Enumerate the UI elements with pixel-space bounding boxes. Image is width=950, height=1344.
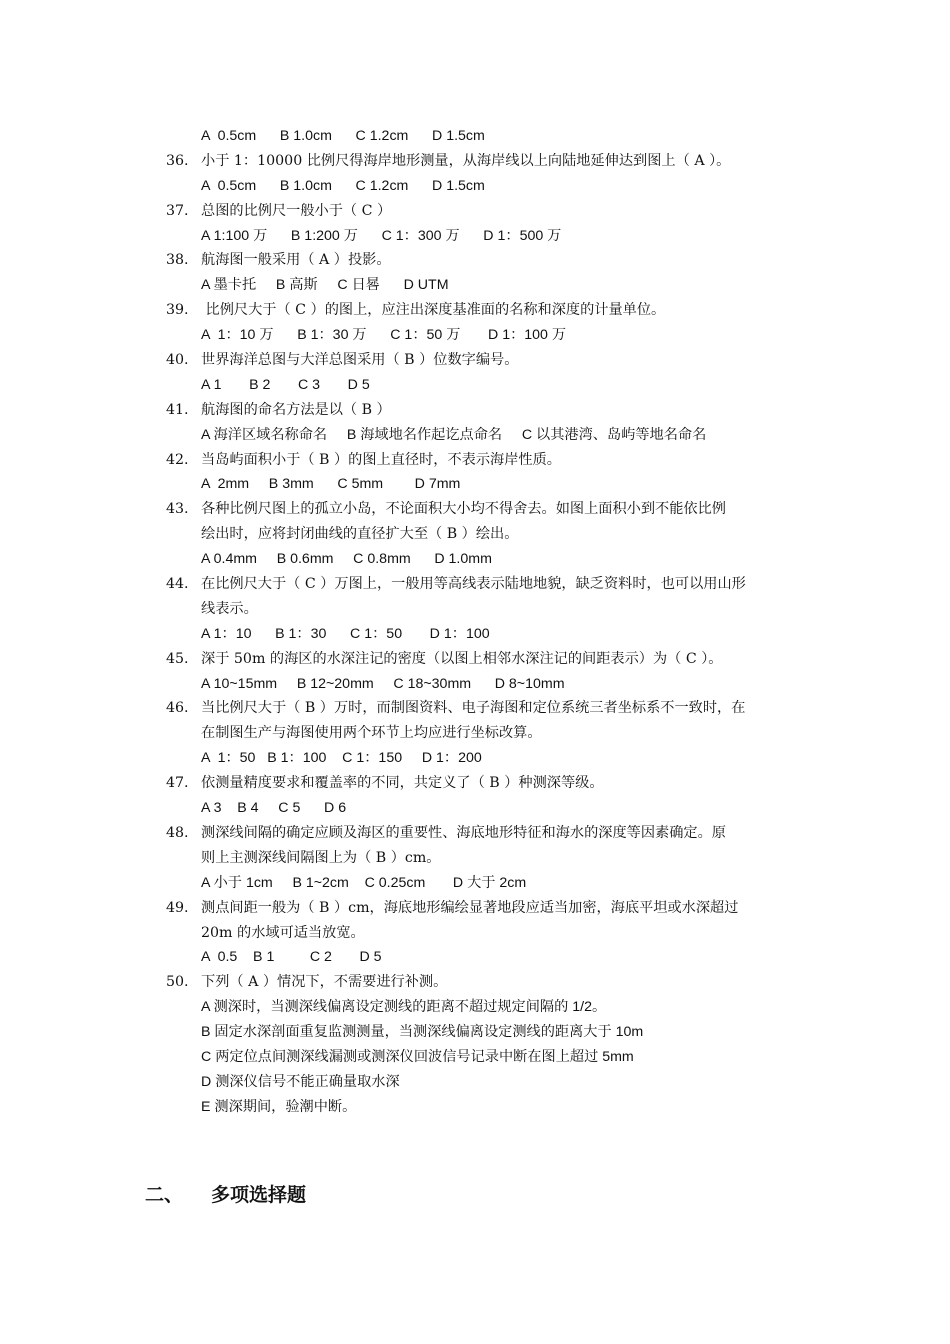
line-text: 总图的比例尺一般小于（ C ） [201, 202, 392, 219]
line-text: A 0.5cm B 1.0cm C 1.2cm D 1.5cm [201, 128, 485, 144]
line-text: 在制图生产与海图使用两个环节上均应进行坐标改算。 [201, 725, 542, 742]
continuation-line [0, 921, 950, 946]
continuation-line [0, 746, 950, 771]
line-text: 绘出时，应将封闭曲线的直径扩大至（ B ）绘出。 [201, 526, 519, 543]
continuation-line [0, 472, 950, 497]
question-line [0, 970, 950, 995]
question-number: 50. [166, 974, 189, 991]
question-number: 45. [166, 650, 189, 667]
line-text: A 3 B 4 C 5 D 6 [201, 800, 347, 817]
continuation-line [0, 672, 950, 697]
line-text: 小于 1：10000 比例尺得海岸地形测量，从海岸线以上向陆地延伸达到图上（ A ）。 [201, 152, 731, 169]
question-number: 49. [166, 899, 189, 916]
question-number: 40. [166, 352, 189, 369]
continuation-line [0, 423, 950, 448]
continuation-line [0, 1070, 950, 1095]
line-text: A 测深时，当测深线偏离设定测线的距离不超过规定间隔的 1/2。 [201, 999, 607, 1016]
line-text: A 1：50 B 1：100 C 1：150 D 1：200 [201, 750, 482, 767]
line-text: A 0.5cm B 1.0cm C 1.2cm D 1.5cm [201, 177, 485, 194]
question-line [0, 348, 950, 373]
line-text: 下列（ A ）情况下，不需要进行补测。 [201, 974, 448, 991]
continuation-line [0, 224, 950, 249]
section-number: 二、 [145, 1184, 184, 1206]
line-text: 当岛屿面积小于（ B ）的图上直径时，不表示海岸性质。 [201, 451, 561, 468]
line-text: A 1:100 万 B 1:200 万 C 1：300 万 D 1：500 万 [201, 227, 562, 244]
question-line [0, 199, 950, 224]
question-number: 41. [166, 401, 189, 418]
line-text: A 10~15mm B 12~20mm C 18~30mm D 8~10mm [201, 675, 565, 692]
question-line [0, 149, 950, 174]
question-number: 38. [166, 252, 189, 269]
line-text: 20m 的水域可适当放宽。 [201, 924, 365, 941]
section-heading [145, 1180, 306, 1207]
line-text: 当比例尺大于（ B ）万时，而制图资料、电子海图和定位系统三者坐标系不一致时，在 [201, 700, 746, 717]
continuation-line [0, 597, 950, 622]
continuation-line [0, 721, 950, 746]
question-number: 42. [166, 451, 189, 468]
line-text: 航海图一般采用（ A ）投影。 [201, 252, 391, 269]
line-text: 在比例尺大于（ C ）万图上，一般用等高线表示陆地地貌，缺乏资料时，也可以用山形 [201, 576, 746, 593]
line-text: 则上主测深线间隔图上为（ B ）cm。 [201, 849, 441, 866]
question-line [0, 896, 950, 921]
line-text: B 固定水深剖面重复监测测量，当测深线偏离设定测线的距离大于 10m [201, 1024, 644, 1041]
question-number: 37. [166, 202, 189, 219]
question-number: 48. [166, 824, 189, 841]
continuation-line [0, 871, 950, 896]
continuation-line [0, 945, 950, 970]
question-line [0, 696, 950, 721]
question-line [0, 572, 950, 597]
continuation-line [0, 273, 950, 298]
question-line [0, 647, 950, 672]
continuation-line [0, 796, 950, 821]
question-line [0, 497, 950, 522]
continuation-line [0, 622, 950, 647]
line-text: 依测量精度要求和覆盖率的不同，共定义了（ B ）种测深等级。 [201, 775, 604, 792]
line-text: A 1：10 B 1：30 C 1：50 D 1：100 [201, 625, 490, 642]
line-text: A 墨卡托 B 高斯 C 日晷 D UTM [201, 277, 449, 294]
line-text: A 1 B 2 C 3 D 5 [201, 376, 370, 393]
line-text: A 0.4mm B 0.6mm C 0.8mm D 1.0mm [201, 551, 492, 568]
line-text: 线表示。 [201, 600, 258, 617]
question-number: 46. [166, 700, 189, 717]
question-list [0, 124, 950, 1120]
question-number: 36. [166, 152, 189, 169]
continuation-line [0, 1045, 950, 1070]
line-text: D 测深仪信号不能正确量取水深 [201, 1073, 400, 1090]
question-line [0, 298, 950, 323]
continuation-line [0, 995, 950, 1020]
line-text: A 小于 1cm B 1~2cm C 0.25cm D 大于 2cm [201, 874, 527, 891]
line-text: 测点间距一般为（ B ）cm，海底地形编绘显著地段应适当加密，海底平坦或水深超过 [201, 899, 739, 916]
line-text: 测深线间隔的确定应顾及海区的重要性、海底地形特征和海水的深度等因素确定。原 [201, 824, 726, 841]
continuation-line [0, 373, 950, 398]
question-line [0, 398, 950, 423]
line-text: 比例尺大于（ C ）的图上，应注出深度基准面的名称和深度的计量单位。 [201, 302, 666, 319]
line-text: A 2mm B 3mm C 5mm D 7mm [201, 476, 461, 493]
continuation-line [0, 522, 950, 547]
line-text: C 两定位点间测深线漏测或测深仪回波信号记录中断在图上超过 5mm [201, 1048, 634, 1065]
line-text: 深于 50m 的海区的水深注记的密度（以图上相邻水深注记的间距表示）为（ C ）。 [201, 650, 723, 667]
question-line [0, 248, 950, 273]
question-number: 44. [166, 576, 189, 593]
question-number: 47. [166, 775, 189, 792]
line-text: 世界海洋总图与大洋总图采用（ B ）位数字编号。 [201, 352, 519, 369]
continuation-line [0, 323, 950, 348]
line-text: A 0.5 B 1 C 2 D 5 [201, 949, 382, 966]
line-text: 各种比例尺图上的孤立小岛，不论面积大小均不得舍去。如图上面积小到不能依比例 [201, 501, 726, 518]
line-text: 航海图的命名方法是以（ B ） [201, 401, 391, 418]
line-text: E 测深期间，验潮中断。 [201, 1098, 357, 1115]
continuation-line [0, 1020, 950, 1045]
line-text: A 1：10 万 B 1：30 万 C 1：50 万 D 1：100 万 [201, 327, 567, 344]
question-number: 39. [166, 302, 189, 319]
question-line [0, 821, 950, 846]
line-text: A 海洋区域名称命名 B 海域地名作起讫点命名 C 以其港湾、岛屿等地名命名 [201, 426, 707, 443]
continuation-line [0, 124, 950, 149]
section-title: 多项选择题 [211, 1184, 307, 1206]
continuation-line [0, 1095, 950, 1120]
question-line [0, 448, 950, 473]
continuation-line [0, 174, 950, 199]
question-number: 43. [166, 501, 189, 518]
question-line [0, 771, 950, 796]
continuation-line [0, 547, 950, 572]
continuation-line [0, 846, 950, 871]
